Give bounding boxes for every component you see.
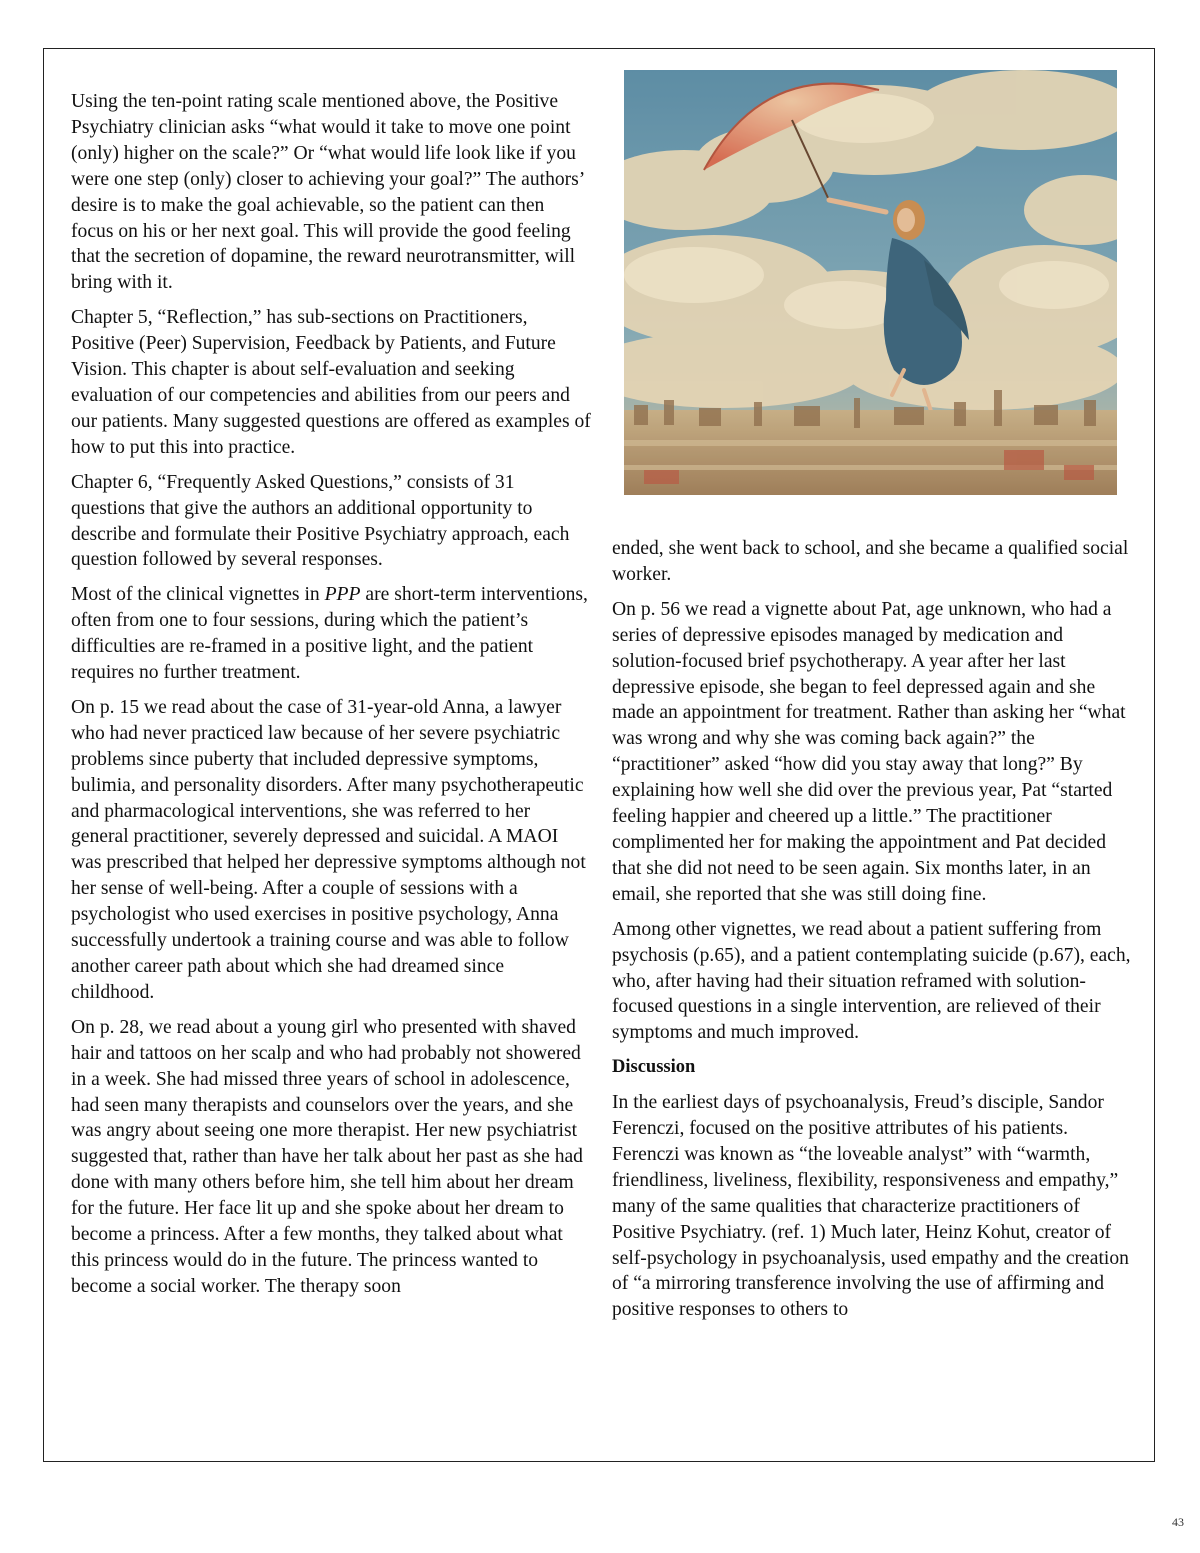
illustration-svg (624, 70, 1117, 495)
page-number: 43 (1172, 1515, 1184, 1529)
book-title-italic: PPP (324, 584, 361, 606)
text-span: are short-term interventions, often from one to four sessions, during which the patient’s difficulties are re-framed in a positive light, and the patient requires no further treatment. (71, 584, 588, 684)
right-column (612, 536, 1132, 1332)
paragraph-pat-case: On p. 56 we read a vignette about Pat, age unknown, who had a series of depressive episodes managed by medication and solution-focused brief psychotherapy. A year after her last depressive episode, she began to feel depressed again and she made an appointment for treatment. Rather than asking her “what was wrong and why she was coming back again?” the “practitioner” asked “how did you stay away that long?” By explaining how well she did over the previous year, Pat “started feeling happier and cheered up a little.” The practitioner complimented her for making the appointment and Pat decided that she did not need to be seen again. Six months later, in an email, she reported that she was still doing fine. (612, 598, 1126, 905)
paragraph-other-vignettes: Among other vignettes, we read about a patient suffering from psychosis (p.65), and a patient contemplating suicide (p.67), each, who, after having had their situation reframed with solution-focused questions in a single intervention, are relieved of their symptoms and much improved. (612, 918, 1131, 1044)
section-heading-discussion: Discussion (612, 1057, 696, 1078)
left-column (71, 89, 591, 1309)
paragraph-anna-case: On p. 15 we read about the case of 31-year-old Anna, a lawyer who had never practiced law because of her severe psychiatric problems since puberty that included depressive symptoms, bulimia, and personality disorders. After many psychotherapeutic and pharmacological interventions, she was referred to her general practitioner, severely depressed and suicidal. A MAOI was prescribed that helped her depressive symptoms although not her sense of well-being. After a couple of sessions with a psychologist who used exercises in positive psychology, Anna successfully undertook a training course and was able to follow another career path about which she had dreamed since childhood. (71, 696, 586, 1003)
paragraph-discussion: In the earliest days of psychoanalysis, Freud’s disciple, Sandor Ferenczi, focused on the positive attributes of his patients. Ferenczi was known as “the loveable analyst” with “warmth, friendliness, liveliness, flexibility, responsiveness and empathy,” many of the same qualities that characterize practitioners of Positive Psychiatry. (ref. 1) Much later, Heinz Kohut, creator of self-psychology in psychoanalysis, used empathy and the creation of “a mirroring transference involving the use of affirming and positive responses to others to (612, 1092, 1129, 1321)
paragraph-young-girl-case: On p. 28, we read about a young girl who presented with shaved hair and tattoos on her scalp and who had probably not showered in a week. She had missed three years of school in adolescence, had seen many therapists and counselors over the years, and she was angry about seeing one more therapist. Her new psychiatrist suggested that, rather than have her talk about her past as she had done with many others before him, she tell him about her dream for the future. Her face lit up and she spoke about her dream to become a princess. After a few months, they talked about what this princess would do in the future. The princess wanted to become a social worker. The therapy soon (71, 1016, 583, 1297)
paragraph-chapter-5: Chapter 5, “Reflection,” has sub-sections on Practitioners, Positive (Peer) Supervision, Feedback by Patients, and Future Vision. This chapter is about self-evaluation and seeking evaluation of our competencies and abilities from our peers and our patients. Many suggested questions are offered as examples of how to put this into practice. (71, 307, 591, 458)
illustration-woman-with-umbrella (624, 70, 1117, 495)
paragraph-clinical-vignettes (71, 582, 591, 686)
paragraph-chapter-6: Chapter 6, “Frequently Asked Questions,” consists of 31 questions that give the authors an additional opportunity to describe and formulate their Positive Psychiatry approach, each question followed by several responses. (71, 471, 570, 571)
paragraph-rating-scale: Using the ten-point rating scale mentioned above, the Positive Psychiatry clinician asks “what would it take to move one point (only) higher on the scale?” Or “what would life look like if you were one step (only) closer to achieving your goal?” The authors’ desire is to make the goal achievable, so the patient can then focus on his or her next goal. This will provide the good feeling that the secretion of dopamine, the reward neurotransmitter, will bring with it. (71, 91, 584, 294)
text-span: Most of the clinical vignettes in (71, 584, 325, 606)
paragraph-therapy-ended: ended, she went back to school, and she became a qualified social worker. (612, 538, 1129, 585)
